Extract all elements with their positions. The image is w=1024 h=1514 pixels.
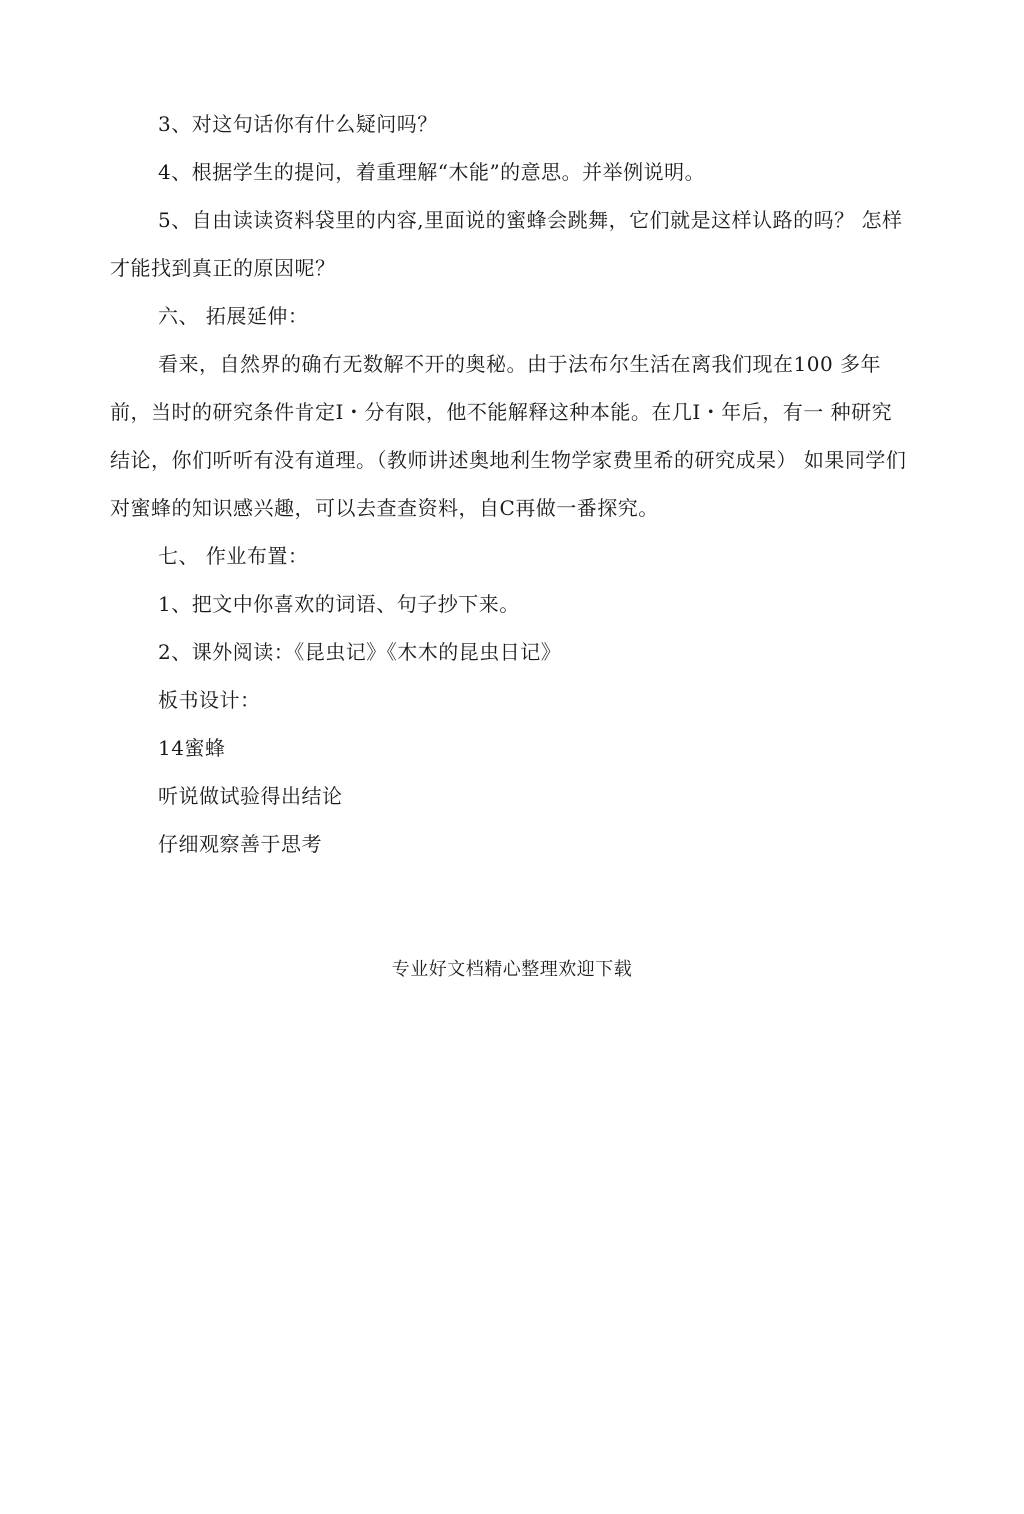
- question-3: 3、对这句话你有什么疑问吗？: [158, 112, 438, 136]
- section-6-body: 看来，自然界的确冇无数解不开的奥秘。由于法布尔生活在离我们现在100 多年前，当时的研究条件肯定I・分有限，他不能解释这种本能。在几I・年后，有一 种研究结论，你们听听有没有道理。（教师讲述奥地利生物学家费里希的研究成杲） 如果同学们对蜜蜂的知识感兴趣，可以去查查资料，自C再做一番探究。: [110, 352, 907, 520]
- board-title: 14蜜蜂: [158, 736, 226, 760]
- board-design-heading: 板书设计：: [158, 688, 261, 712]
- homework-item-1: 1、把文中你喜欢的词语、句子抄下来。: [158, 592, 520, 616]
- board-line-2: 仔细观察善于思考: [158, 832, 322, 856]
- section-7-heading: 七、 作业布置：: [158, 544, 309, 568]
- section-6-heading: 六、 拓展延伸：: [158, 304, 309, 328]
- question-5: 5、自由读读资料袋里的内容,里面说的蜜蜂会跳舞，它们就是这样认路的吗？ 怎样才能找到真正的原因呢？: [110, 208, 903, 280]
- homework-item-2: 2、课外阅读：《昆虫记》《木木的昆虫日记》: [158, 640, 562, 664]
- board-line-1: 听说做试验得出结论: [158, 784, 343, 808]
- page-footer: 专业好文档精心整理欢迎下载: [391, 959, 633, 980]
- question-4: 4、根据学生的提问，着重理解“木能”的意思。并举例说明。: [158, 160, 706, 184]
- document-body: [110, 100, 910, 868]
